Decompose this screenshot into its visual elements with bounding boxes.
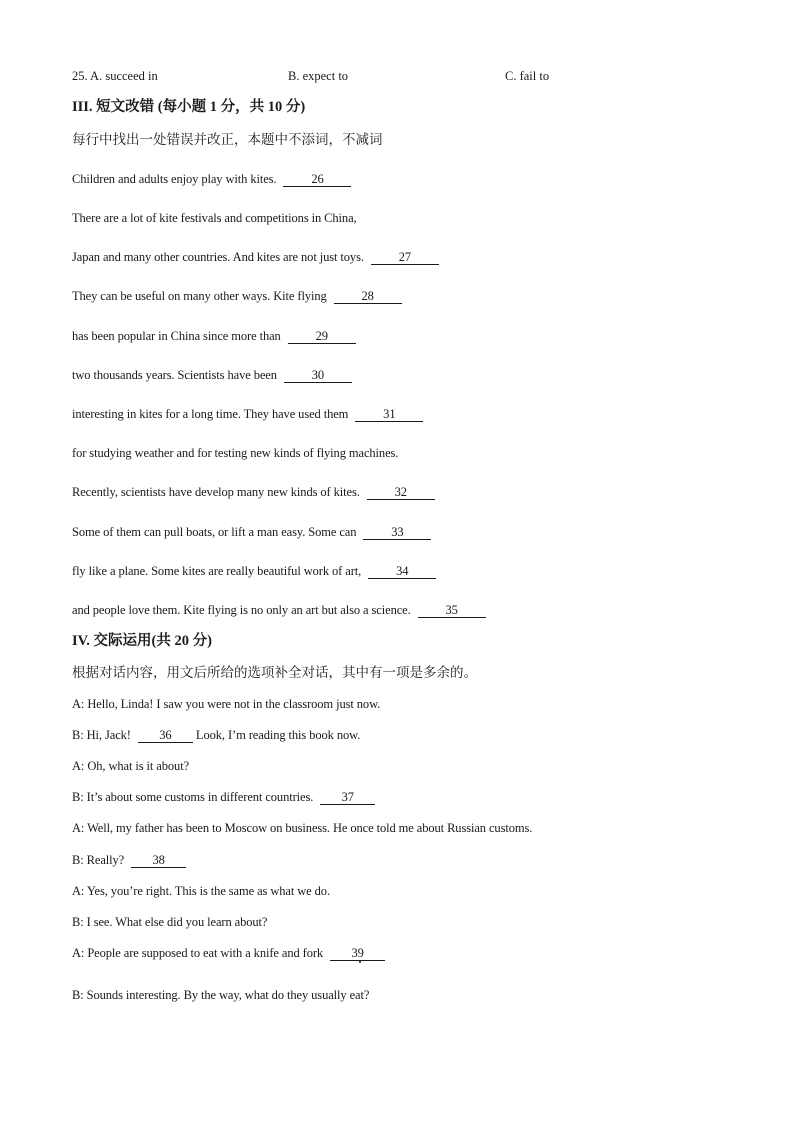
- answer-blank[interactable]: 30: [284, 368, 352, 383]
- section-4-title: IV. 交际运用(共 20 分): [72, 633, 212, 649]
- dialogue-text: A: Oh, what is it about?: [72, 759, 190, 773]
- dialogue-text: A: Yes, you’re right. This is the same as what we do.: [72, 884, 330, 898]
- dialogue-text: B: It’s about some customs in different countries.: [72, 790, 314, 804]
- proofread-line: [72, 563, 436, 579]
- answer-blank[interactable]: 32: [367, 485, 435, 500]
- dialogue-line: [72, 696, 380, 712]
- proofread-line: [72, 524, 431, 540]
- line-text: and people love them. Kite flying is no only an art but also a science.: [72, 603, 411, 617]
- proofread-line: [72, 406, 423, 422]
- proofread-line: [72, 249, 439, 265]
- proofread-line: [72, 288, 402, 304]
- line-text: fly like a plane. Some kites are really beautiful work of art,: [72, 564, 362, 578]
- dialogue-text: A: Well, my father has been to Moscow on business. He once told me about Russian customs.: [72, 821, 533, 835]
- dialogue-text: B: Really?: [72, 853, 125, 867]
- line-text: for studying weather and for testing new kinds of flying machines.: [72, 446, 399, 460]
- proofread-line: [72, 602, 486, 618]
- dialogue-text: A: People are supposed to eat with a knife and fork: [72, 946, 324, 960]
- stray-dot: [359, 961, 361, 963]
- section-3-instruction: 每行中找出一处错误并改正，本题中不添词，不减词: [72, 132, 383, 147]
- dialogue-text: B: I see. What else did you learn about?: [72, 915, 268, 929]
- line-text: two thousands years. Scientists have been: [72, 368, 277, 382]
- q25-option-b: B. expect to: [288, 69, 349, 83]
- section-4-instruction: 根据对话内容，用文后所给的选项补全对话，其中有一项是多余的。: [72, 665, 477, 680]
- dialogue-text: B: Sounds interesting. By the way, what do they usually eat?: [72, 988, 370, 1002]
- proofread-line: [72, 328, 356, 344]
- line-text: Children and adults enjoy play with kites.: [72, 172, 277, 186]
- dialogue-text: B: Hi, Jack!: [72, 728, 131, 742]
- answer-blank[interactable]: 38: [131, 853, 186, 868]
- answer-blank[interactable]: 35: [418, 603, 486, 618]
- answer-blank[interactable]: 31: [355, 407, 423, 422]
- proofread-line: [72, 210, 357, 226]
- line-text: has been popular in China since more than: [72, 329, 281, 343]
- answer-blank[interactable]: 37: [320, 790, 375, 805]
- dialogue-text: Look, I’m reading this book now.: [195, 728, 361, 742]
- proofread-line: [72, 445, 398, 461]
- dialogue-line: [72, 820, 532, 836]
- dialogue-line: [72, 945, 385, 961]
- line-text: There are a lot of kite festivals and competitions in China,: [72, 211, 357, 225]
- q25-option-a: 25. A. succeed in: [72, 69, 158, 83]
- line-text: interesting in kites for a long time. They have used them: [72, 407, 349, 421]
- proofread-line: [72, 171, 351, 187]
- section-3-title: III. 短文改错 (每小题 1 分，共 10 分): [72, 99, 306, 115]
- answer-blank[interactable]: 34: [368, 564, 436, 579]
- answer-blank[interactable]: 29: [288, 329, 356, 344]
- line-text: They can be useful on many other ways. Kite flying: [72, 289, 327, 303]
- dialogue-line: [72, 914, 267, 930]
- dialogue-line: [72, 987, 369, 1003]
- answer-blank[interactable]: 39: [330, 946, 385, 961]
- answer-blank[interactable]: 28: [334, 289, 402, 304]
- dialogue-line: [72, 852, 186, 868]
- answer-blank[interactable]: 36: [138, 728, 193, 743]
- proofread-line: [72, 367, 352, 383]
- proofread-line: [72, 484, 435, 500]
- dialogue-text: A: Hello, Linda! I saw you were not in the classroom just now.: [72, 697, 381, 711]
- q25-option-c: C. fail to: [505, 69, 550, 83]
- dialogue-line: [72, 883, 330, 899]
- line-text: Some of them can pull boats, or lift a man easy. Some can: [72, 525, 357, 539]
- line-text: Japan and many other countries. And kites are not just toys.: [72, 250, 364, 264]
- dialogue-line: [72, 727, 360, 743]
- answer-blank[interactable]: 27: [371, 250, 439, 265]
- answer-blank[interactable]: 33: [363, 525, 431, 540]
- answer-blank[interactable]: 26: [283, 172, 351, 187]
- line-text: Recently, scientists have develop many new kinds of kites.: [72, 485, 360, 499]
- dialogue-line: [72, 758, 189, 774]
- dialogue-line: [72, 789, 375, 805]
